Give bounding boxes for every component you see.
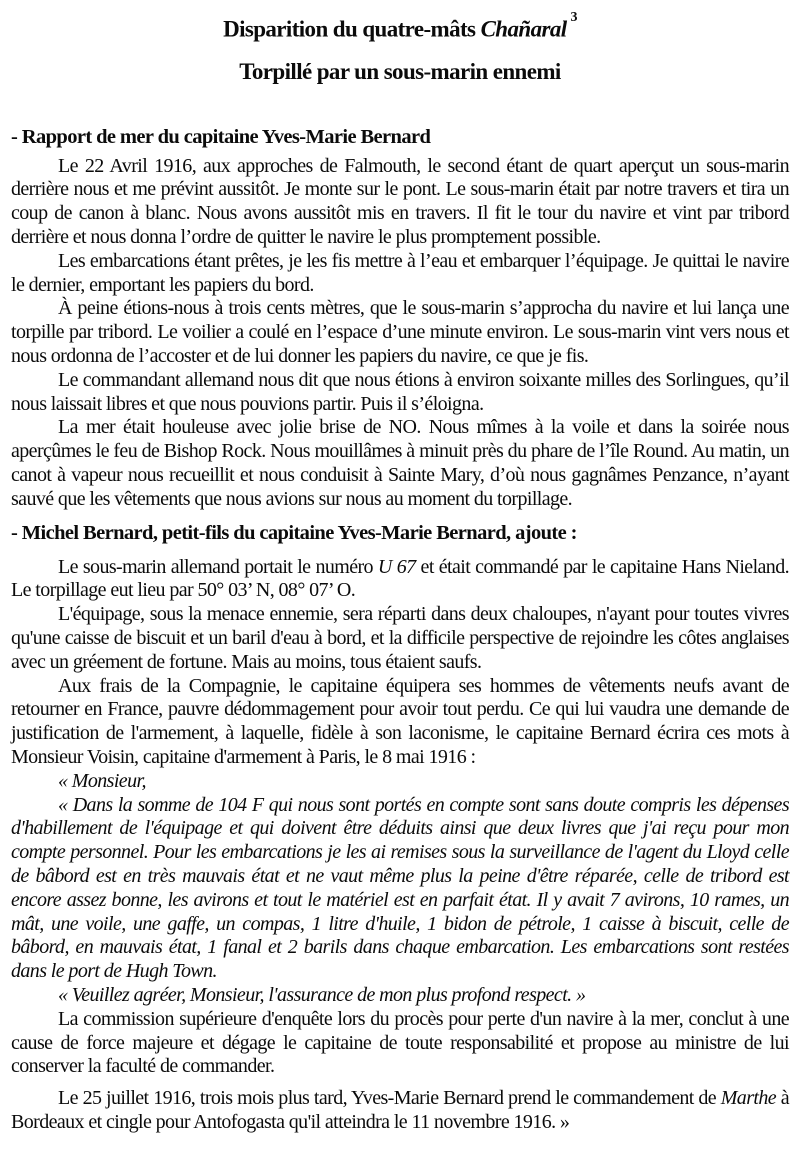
submarine-text-suffix: et était commandé par le capitaine Hans Nieland. Le torpillage eut lieu par 50° 03’ N, 08° 07’ O. xyxy=(11,555,790,602)
addendum-paragraph-submarine xyxy=(11,556,789,604)
document-title xyxy=(11,12,789,85)
closing-paragraph xyxy=(11,1087,789,1135)
quoted-letter xyxy=(11,770,789,1008)
report-paragraph-1: Le 22 Avril 1916, aux approches de Falmouth, le second étant de quart aperçut un sous-marin derrière nous et me prévint aussitôt. Je monte sur le pont. Le sous-marin était par notre travers et tira un coup de canon à blanc. Nous avons aussitôt mis en travers. Il fit le tour du navire et vint par tribord derrière et nous donna l’ordre de quitter le navire le plus promptement possible. xyxy=(11,154,789,249)
letter-salutation: « Monsieur, xyxy=(58,769,146,792)
addendum-paragraph-crew: L'équipage, sous la menace ennemie, sera réparti dans deux chaloupes, n'ayant pour toutes vivres qu'une caisse de biscuit et un baril d'eau à bord, et la difficile perspective de rejoindre les côtes anglaises avec un gréement de fortune. Mais au moins, tous étaient saufs. xyxy=(11,603,789,673)
addendum-heading: - Michel Bernard, petit-fils du capitaine Yves-Marie Bernard, ajoute : xyxy=(11,521,577,544)
ship-name-italic: Chañaral xyxy=(480,16,567,42)
submarine-text-prefix: Le sous-marin allemand portait le numéro xyxy=(58,555,378,578)
title-line-1 xyxy=(11,12,789,43)
report-paragraph-4: Le commandant allemand nous dit que nous étions à environ soixante milles des Sorlingues, qu’il nous laissait libres et que nous pouvions partir. Puis il s’éloigna. xyxy=(11,368,789,415)
letter-body: « Dans la somme de 104 F qui nous sont portés en compte sont sans doute compris les dépenses d'habillement de l'équipage et qui doivent être déduits ainsi que deux livres que j'ai reçu pour mon compte personnel. Pour les embarcations je les ai remises sous la surveillance de l'agent du Lloyd celle de bâbord est en très mauvais état et ne vaut même plus la peine d'être réparée, celle de tribord est encore assez bonne, les avirons et tout le matériel est en parfait état. Il y avait 7 avirons, 10 rames, un mât, une voile, une gaffe, un compas, 1 litre d'huile, 1 bidon de pétrole, 1 caisse à biscuit, celle de bâbord, en mauvais état, 1 fanal et 2 barils dans chaque embarcation. Les embarcations sont restées dans le port de Hugh Town. xyxy=(11,793,789,983)
title-line-2: Torpillé par un sous-marin ennemi xyxy=(239,58,561,84)
title-text: Disparition du quatre-mâts xyxy=(223,16,481,42)
footnote-marker: 3 xyxy=(570,10,577,25)
ship-marthe-italic: Marthe xyxy=(720,1087,777,1110)
commission-paragraph: La commission supérieure d'enquête lors du procès pour perte d'un navire à la mer, conclut à une cause de force majeure et dégage le capitaine de toute responsabilité et propose au ministre de lui conserver la faculté de commander. xyxy=(11,1007,789,1078)
closing-text-suffix: à Bordeaux et cingle pour Antofogasta qu'il atteindra le 11 novembre 1916. » xyxy=(11,1087,789,1133)
report-paragraph-5: La mer était houleuse avec jolie brise de NO. Nous mîmes à la voile et dans la soirée nous aperçûmes le feu de Bishop Rock. Nous mouillâmes à minuit près du phare de l’île Round. Au matin, un canot à vapeur nous recueillit et nous conduisit à Sainte Mary, d’où nous gagnâmes Penzance, n’ayant sauvé que les vêtements que nous avions sur nous au moment du torpillage. xyxy=(11,416,789,510)
report-paragraph-2: Les embarcations étant prêtes, je les fis mettre à l’eau et embarquer l’équipage. Je quittai le navire le dernier, emportant les papiers du bord. xyxy=(11,249,789,296)
submarine-number-italic: U 67 xyxy=(377,555,416,578)
report-paragraph-3: À peine étions-nous à trois cents mètres, que le sous-marin s’approcha du navire et lui lança une torpille par tribord. Le voilier a coulé en l’espace d’une minute environ. Le sous-marin vint vers nous et nous ordonna de l’accoster et de lui donner les papiers du navire, ce que je fis. xyxy=(11,297,789,368)
addendum-paragraph-compagnie: Aux frais de la Compagnie, le capitaine équipera ses hommes de vêtements neufs avant de retourner en France, pauvre dédommagement pour avoir tout perdu. Ce qui lui vaudra une demande de justification de l'armement, à laquelle, fidèle à son laconisme, le capitaine Bernard écrira ces mots à Monsieur Voisin, capitaine d'armement à Paris, le 8 mai 1916 : xyxy=(11,674,789,768)
closing-text-prefix: Le 25 juillet 1916, trois mois plus tard, Yves-Marie Bernard prend le commandement de xyxy=(58,1087,721,1110)
letter-closing: « Veuillez agréer, Monsieur, l'assurance de mon plus profond respect. » xyxy=(58,983,586,1006)
report-heading: - Rapport de mer du capitaine Yves-Marie Bernard xyxy=(11,125,431,148)
